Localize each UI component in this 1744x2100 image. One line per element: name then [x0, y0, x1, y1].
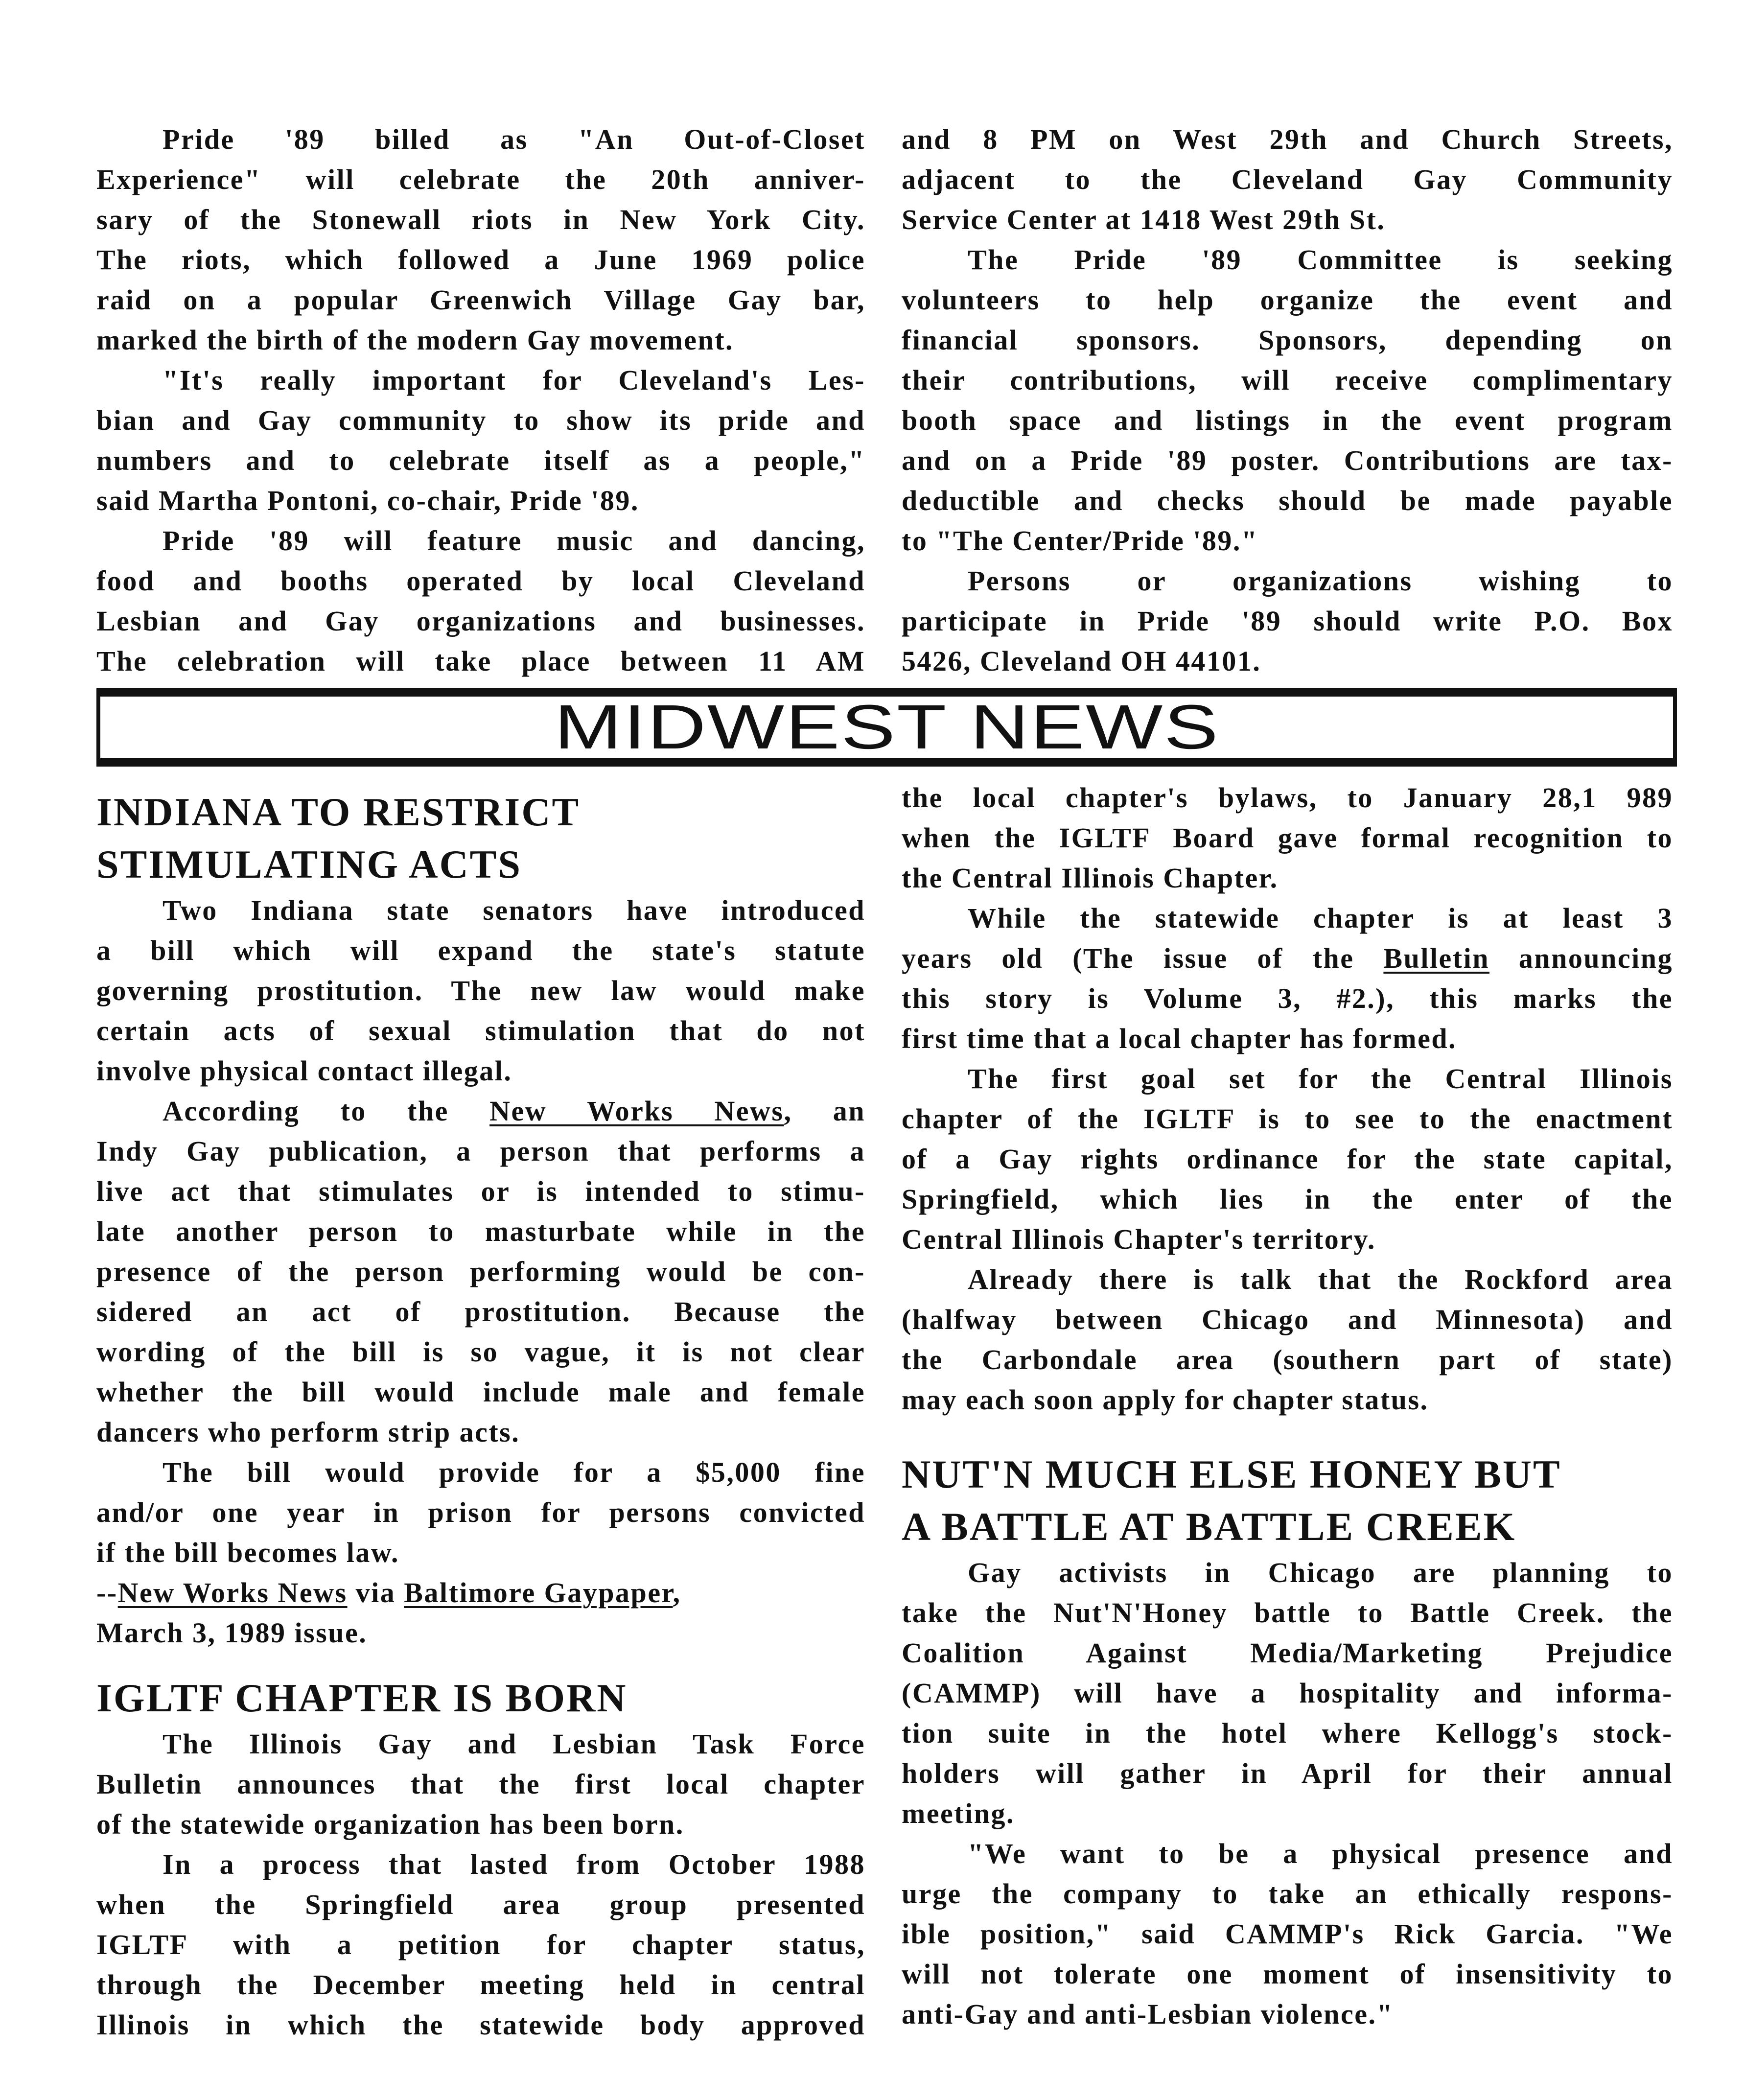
headline: NUT'N MUCH ELSE HONEY BUT	[902, 1452, 1561, 1496]
headline: A BATTLE AT BATTLE CREEK	[902, 1504, 1516, 1549]
text-segment: ,	[673, 1577, 681, 1609]
text-line: March 3, 1989 issue.	[96, 1617, 368, 1649]
text-line: sary of the Stonewall riots in New York City.	[96, 204, 865, 235]
text-segment: via	[347, 1577, 404, 1609]
text-line: Indy Gay publication, a person that performs a	[96, 1135, 865, 1167]
text-line: to "The Center/Pride '89."	[902, 525, 1258, 557]
text-line: when the IGLTF Board gave formal recognition to	[902, 822, 1673, 854]
text-segment: announcing	[1489, 942, 1673, 974]
text-segment: , an	[784, 1095, 865, 1127]
text-line: numbers and to celebrate itself as a people,"	[96, 444, 865, 476]
text-line: (CAMMP) will have a hospitality and informa-	[902, 1677, 1673, 1709]
text-line: and 8 PM on West 29th and Church Streets,	[902, 123, 1673, 155]
text-line: ible position," said CAMMP's Rick Garcia. "We	[902, 1918, 1673, 1950]
text-line: Two Indiana state senators have introduced	[163, 894, 865, 926]
text-line	[96, 1091, 865, 1131]
text-line: tion suite in the hotel where Kellogg's stock-	[902, 1717, 1673, 1749]
text-line: their contributions, will receive complimentary	[902, 364, 1673, 396]
text-line: said Martha Pontoni, co-chair, Pride '89.	[96, 485, 639, 516]
text-line: the Carbondale area (southern part of state)	[902, 1344, 1673, 1376]
text-line: sidered an act of prostitution. Because the	[96, 1296, 865, 1328]
text-line: The first goal set for the Central Illinois	[968, 1063, 1673, 1095]
headline: IGLTF CHAPTER IS BORN	[96, 1676, 628, 1720]
text-line: Gay activists in Chicago are planning to	[968, 1557, 1673, 1588]
text-line: The Illinois Gay and Lesbian Task Force	[163, 1728, 865, 1760]
text-line: The celebration will take place between 11 AM	[96, 645, 865, 677]
text-line: of the statewide organization has been born.	[96, 1808, 684, 1840]
text-line	[902, 938, 1673, 979]
text-line: While the statewide chapter is at least 3	[968, 902, 1673, 934]
text-line: may each soon apply for chapter status.	[902, 1384, 1429, 1416]
text-line: financial sponsors. Sponsors, depending on	[902, 324, 1673, 356]
text-line: certain acts of sexual stimulation that do not	[96, 1015, 865, 1047]
text-line: urge the company to take an ethically respons-	[902, 1878, 1673, 1910]
text-line: dancers who perform strip acts.	[96, 1416, 520, 1448]
text-line: and on a Pride '89 poster. Contributions are tax-	[902, 444, 1673, 476]
text-line: (halfway between Chicago and Minnesota) and	[902, 1304, 1673, 1335]
text-line: deductible and checks should be made payable	[902, 485, 1673, 516]
text-line: Persons or organizations wishing to	[968, 565, 1673, 597]
text-segment: --	[96, 1577, 118, 1609]
article-pride-89-right-column	[902, 119, 1673, 681]
midwest-news-left-column	[96, 786, 865, 2045]
text-line: In a process that lasted from October 1988	[163, 1848, 865, 1880]
text-line: the Central Illinois Chapter.	[902, 862, 1279, 894]
text-line: and/or one year in prison for persons convicted	[96, 1496, 865, 1528]
text-line: The bill would provide for a $5,000 fine	[163, 1456, 865, 1488]
text-line: involve physical contact illegal.	[96, 1055, 512, 1087]
text-line: take the Nut'N'Honey battle to Battle Creek. the	[902, 1597, 1673, 1629]
headline: INDIANA TO RESTRICT	[96, 790, 581, 834]
text-line: chapter of the IGLTF is to see to the enactment	[902, 1103, 1673, 1135]
article-pride-89-left-column	[96, 119, 865, 681]
publication-title: New Works News	[489, 1095, 784, 1127]
text-line: if the bill becomes law.	[96, 1537, 400, 1568]
publication-title: Baltimore Gaypaper	[404, 1577, 673, 1609]
text-line: IGLTF with a petition for chapter status,	[96, 1929, 865, 1960]
text-line: Bulletin announces that the first local chapter	[96, 1768, 865, 1800]
text-line	[96, 1573, 865, 1613]
text-line: participate in Pride '89 should write P.O. Box	[902, 605, 1673, 637]
text-line: governing prostitution. The new law would make	[96, 975, 865, 1006]
text-line: whether the bill would include male and female	[96, 1376, 865, 1408]
text-line: adjacent to the Cleveland Gay Community	[902, 163, 1673, 195]
text-line: Experience" will celebrate the 20th anniver-	[96, 163, 865, 195]
text-line: marked the birth of the modern Gay movement.	[96, 324, 734, 356]
text-line: will not tolerate one moment of insensitivity to	[902, 1958, 1673, 1990]
text-line: Lesbian and Gay organizations and businesses.	[96, 605, 865, 637]
text-line: The riots, which followed a June 1969 police	[96, 244, 865, 276]
text-line: through the December meeting held in central	[96, 1969, 865, 2001]
text-line: Pride '89 will feature music and dancing,	[163, 525, 865, 557]
text-line: Pride '89 billed as "An Out-of-Closet	[163, 123, 865, 155]
text-segment: According to the	[163, 1095, 490, 1127]
text-segment: years old (The issue of the	[902, 942, 1384, 974]
text-line: anti-Gay and anti-Lesbian violence."	[902, 1998, 1394, 2030]
text-line: bian and Gay community to show its pride and	[96, 404, 865, 436]
text-line: when the Springfield area group presented	[96, 1889, 865, 1920]
text-line: holders will gather in April for their annual	[902, 1757, 1673, 1789]
text-line: Springfield, which lies in the enter of the	[902, 1183, 1673, 1215]
midwest-news-right-column	[902, 778, 1673, 2034]
text-line: this story is Volume 3, #2.), this marks the	[902, 982, 1673, 1014]
headline: STIMULATING ACTS	[96, 842, 522, 887]
text-line: The Pride '89 Committee is seeking	[968, 244, 1673, 276]
text-line: live act that stimulates or is intended to stimu-	[96, 1175, 865, 1207]
section-banner	[96, 688, 1677, 767]
text-line: Already there is talk that the Rockford area	[968, 1263, 1673, 1295]
text-line: presence of the person performing would be con-	[96, 1256, 865, 1287]
text-line: "We want to be a physical presence and	[968, 1838, 1673, 1869]
text-line: "It's really important for Cleveland's Les-	[163, 364, 865, 396]
text-line: the local chapter's bylaws, to January 28,1 989	[902, 782, 1673, 814]
publication-title: Bulletin	[1383, 942, 1489, 974]
text-line: 5426, Cleveland OH 44101.	[902, 645, 1261, 677]
text-line: wording of the bill is so vague, it is not clear	[96, 1336, 865, 1368]
text-line: meeting.	[902, 1797, 1015, 1829]
text-line: raid on a popular Greenwich Village Gay bar,	[96, 284, 865, 316]
text-line: late another person to masturbate while in the	[96, 1215, 865, 1247]
text-line: Coalition Against Media/Marketing Prejudice	[902, 1637, 1673, 1669]
text-line: Illinois in which the statewide body approved	[96, 2009, 865, 2041]
publication-title: New Works News	[117, 1577, 348, 1609]
text-line: volunteers to help organize the event and	[902, 284, 1673, 316]
text-line: first time that a local chapter has formed.	[902, 1023, 1457, 1054]
text-line: of a Gay rights ordinance for the state capital,	[902, 1143, 1673, 1175]
text-line: Central Illinois Chapter's territory.	[902, 1223, 1376, 1255]
section-title: MIDWEST NEWS	[554, 692, 1220, 762]
text-line: a bill which will expand the state's statute	[96, 934, 865, 966]
text-line: food and booths operated by local Cleveland	[96, 565, 865, 597]
text-line: booth space and listings in the event program	[902, 404, 1673, 436]
text-line: Service Center at 1418 West 29th St.	[902, 204, 1386, 235]
